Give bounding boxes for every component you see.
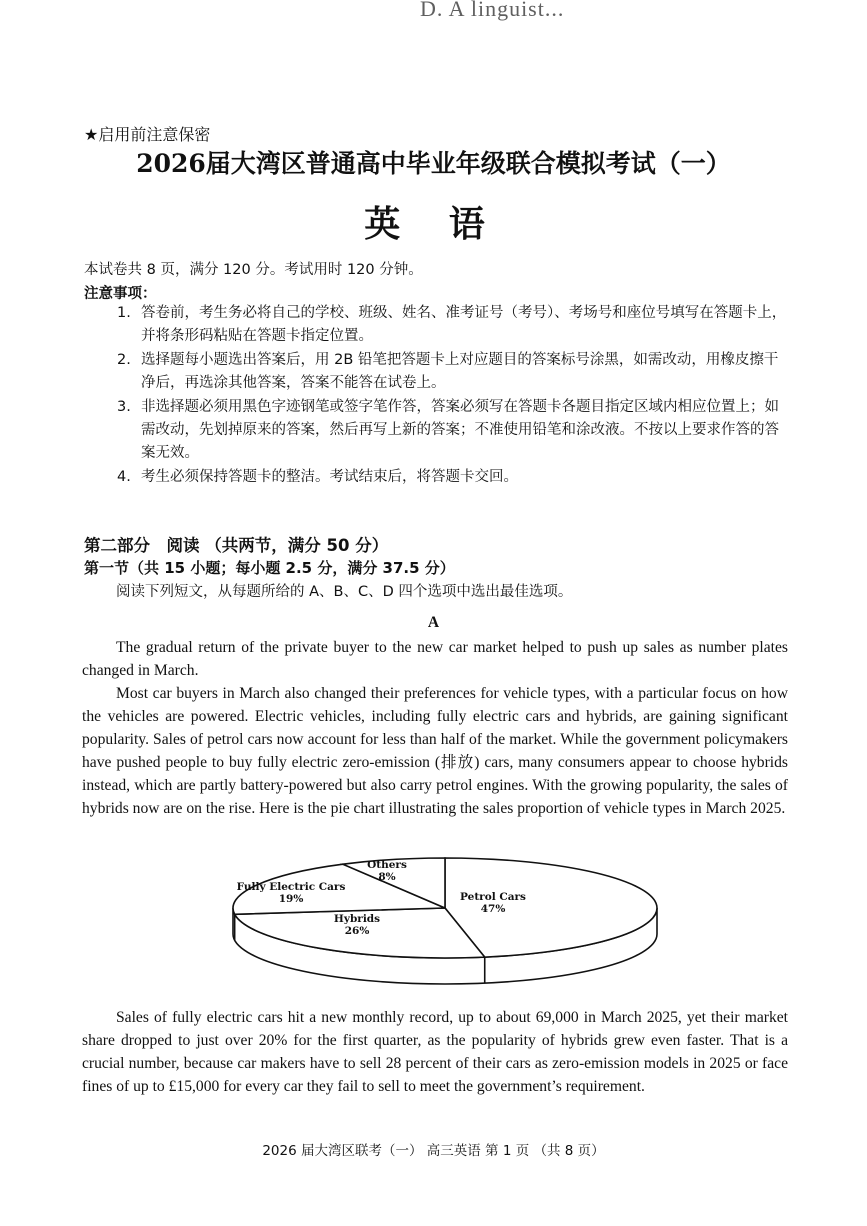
pie-value-petrol-cars: 47% — [480, 903, 506, 915]
exam-intro: 本试卷共 8 页，满分 120 分。考试用时 120 分钟。 — [84, 262, 423, 278]
note-item — [117, 396, 789, 465]
notes-heading: 注意事项： — [84, 286, 157, 302]
exam-title: 2026届大湾区普通高中毕业年级联合模拟考试（一） — [136, 149, 731, 178]
note-number: 4. — [117, 469, 131, 485]
pie-label-fully-electric-cars: Fully Electric Cars — [236, 881, 346, 893]
vehicle-type-pie-chart — [225, 852, 665, 992]
note-number: 2. — [117, 352, 131, 368]
passage-paragraph-2: Most car buyers in March also changed their preferences for vehicle types, with a particular focus on how the vehicles are powered. Electric vehicles, including fully electric cars and hybrids, are gaining significant popularity. Sales of petrol cars now account for less than half of the market. While the government policymakers have pushed people to buy fully electric zero-emission (排放) cars, many consumers appear to choose hybrids instead, which are partly battery-powered but also carry petrol engines. With the growing popularity, the sales of hybrids now are on the rise. Here is the pie chart illustrating the sales proportion of vehicle types in March 2025. — [82, 685, 788, 817]
bleed-through-header: D. A linguist... — [420, 0, 565, 21]
passage-label: A — [427, 614, 440, 631]
section-title: 第一节（共 15 小题；每小题 2.5 分，满分 37.5 分） — [84, 559, 455, 577]
pie-label-hybrids: Hybrids — [333, 913, 381, 925]
note-number: 1. — [117, 305, 131, 321]
note-item — [117, 302, 789, 348]
pie-value-fully-electric-cars: 19% — [278, 893, 304, 905]
subject-title: 英 语 — [364, 203, 503, 245]
pie-label-petrol-cars: Petrol Cars — [460, 891, 526, 903]
note-text: 答卷前，考生务必将自己的学校、班级、姓名、准考证号（考号）、考场号和座位号填写在答题卡上，并将条形码粘贴在答题卡指定位置。 — [141, 305, 787, 344]
note-text: 考生必须保持答题卡的整洁。考试结束后，将答题卡交回。 — [141, 469, 518, 485]
note-text: 非选择题必须用黑色字迹钢笔或签字笔作答，答案必须写在答题卡各题目指定区域内相应位置上；如需改动，先划掉原来的答案，然后再写上新的答案；不准使用铅笔和涂改液。不按以上要求作答的答案无效。 — [141, 399, 779, 461]
notes-list — [117, 302, 789, 490]
part-title: 第二部分 阅读 （共两节，满分 50 分） — [84, 536, 389, 555]
passage-paragraph-3: Sales of fully electric cars hit a new monthly record, up to about 69,000 in March 2025, yet their market share dropped to just over 20% for the first quarter, as the popularity of hybrids grew even faster. That is a crucial number, because car makers have to sell 28 percent of their cars as zero-emission models in 2025 or face fines of up to £15,000 for every car they fail to sell to meet the government’s requirement. — [82, 1009, 788, 1095]
pie-label-others: Others — [367, 859, 407, 871]
reading-instruction: 阅读下列短文，从每题所给的 A、B、C、D 四个选项中选出最佳选项。 — [116, 584, 573, 600]
note-text: 选择题每小题选出答案后，用 2B 铅笔把答题卡上对应题目的答案标号涂黑，如需改动，用橡皮擦干净后，再选涂其他答案，答案不能答在试卷上。 — [141, 352, 779, 391]
note-number: 3. — [117, 399, 131, 415]
pie-value-others: 8% — [378, 871, 396, 883]
note-item — [117, 349, 789, 395]
confidential-notice: ★启用前注意保密 — [84, 125, 211, 144]
pie-value-hybrids: 26% — [344, 925, 370, 937]
passage-paragraph-1: The gradual return of the private buyer to the new car market helped to push up sales as number plates changed in March. — [82, 639, 788, 679]
note-item — [117, 466, 789, 489]
page-footer: 2026 届大湾区联考（一） 高三英语 第 1 页 （共 8 页） — [262, 1143, 605, 1159]
